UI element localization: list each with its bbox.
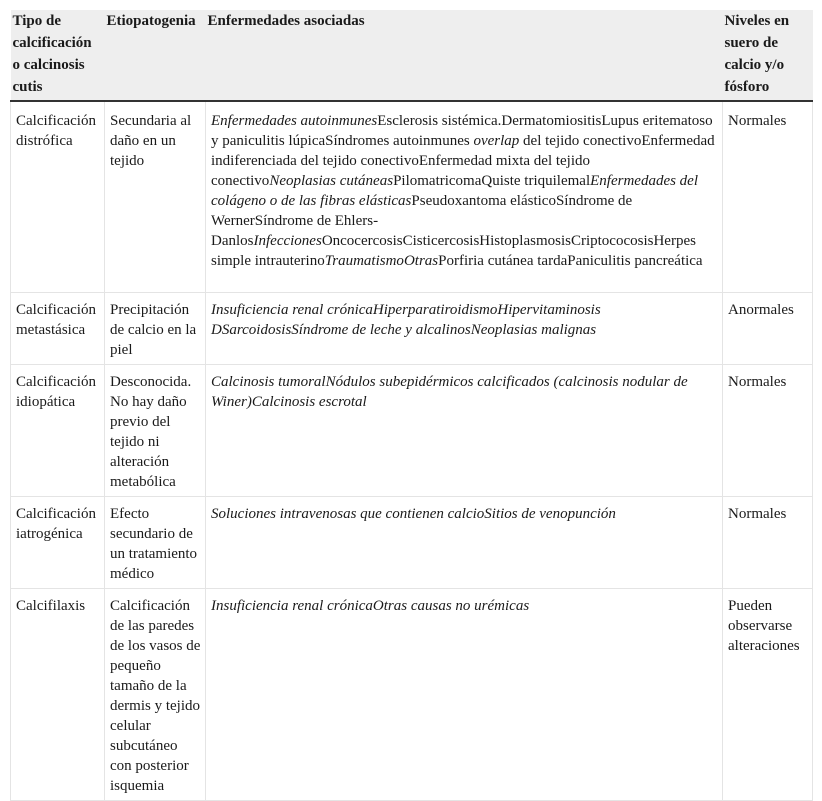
header-niveles: Niveles en suero de calcio y/o fósforo: [723, 10, 813, 101]
header-tipo: Tipo de calcificación o calcinosis cutis: [11, 10, 105, 101]
disease-item: Pseudoxantoma elástico: [411, 193, 556, 209]
disease-item: Cisticercosis: [402, 233, 480, 249]
disease-item: Enfermedades autoinmunes: [211, 113, 378, 129]
disease-item: Esclerosis sistémica.: [377, 113, 502, 129]
disease-item: Insuficiencia renal crónica: [211, 302, 373, 318]
disease-item: Otras causas no urémicas: [372, 598, 530, 614]
disease-item: Enfermedad indiferenciada del tejido conectivo: [211, 133, 715, 169]
disease-item: Síndromes autoinmunes: [325, 133, 474, 149]
disease-item: Quiste triquilemal: [481, 173, 591, 189]
cell-etiopatogenia: Desconocida. No hay daño previo del tejido ni alteración metabólica: [105, 365, 206, 497]
cell-enfermedades: [206, 497, 723, 589]
cell-enfermedades: [206, 293, 723, 365]
disease-item: Sarcoidosis: [221, 322, 292, 338]
disease-item: Calcinosis escrotal: [251, 394, 367, 410]
disease-item: Pilomatricoma: [393, 173, 482, 189]
disease-item: del tejido conectivo: [519, 133, 642, 149]
table-row: [11, 589, 813, 801]
disease-item: Hiperparatiroidismo: [372, 302, 498, 318]
disease-item: Enfermedades del colágeno o de las fibras elásticas: [211, 173, 699, 209]
header-row: [11, 10, 813, 101]
disease-item: Oncocercosis: [321, 233, 403, 249]
disease-item: Enfermedad mixta del tejido conectivo: [211, 153, 591, 189]
cell-niveles: Normales: [723, 365, 813, 497]
disease-item: Calcinosis tumoral: [211, 374, 326, 390]
disease-item: Paniculitis pancreática: [567, 253, 703, 269]
header-etiopatogenia: Etiopatogenia: [105, 10, 206, 101]
cell-niveles: Pueden observarse alteraciones: [723, 589, 813, 801]
disease-item: Síndrome de leche y alcalinos: [291, 322, 471, 338]
cell-tipo: Calcificación distrófica: [11, 101, 105, 293]
disease-item: Histoplasmosis: [479, 233, 571, 249]
disease-item: Dermatomiositis: [501, 113, 602, 129]
disease-item: Otras: [403, 253, 439, 269]
cell-niveles: Normales: [723, 101, 813, 293]
cell-tipo: Calcificación idiopática: [11, 365, 105, 497]
cell-etiopatogenia: Efecto secundario de un tratamiento médico: [105, 497, 206, 589]
cell-tipo: Calcificación iatrogénica: [11, 497, 105, 589]
table-row: [11, 293, 813, 365]
calcinosis-table: [10, 10, 813, 801]
cell-niveles: Anormales: [723, 293, 813, 365]
cell-tipo: Calcifilaxis: [11, 589, 105, 801]
disease-item: Porfiria cutánea tarda: [438, 253, 568, 269]
cell-etiopatogenia: Precipitación de calcio en la piel: [105, 293, 206, 365]
disease-item: overlap: [473, 133, 520, 149]
disease-item: Hipervitaminosis D: [211, 302, 601, 338]
cell-enfermedades: [206, 589, 723, 801]
cell-enfermedades: [206, 365, 723, 497]
table-row: [11, 365, 813, 497]
disease-item: Herpes simple intrauterino: [211, 233, 696, 269]
table-row: [11, 101, 813, 293]
disease-item: Síndrome de Werner: [211, 193, 633, 229]
cell-enfermedades: [206, 101, 723, 293]
cell-etiopatogenia: Calcificación de las paredes de los vasos de pequeño tamaño de la dermis y tejido celular subcutáneo con posterior isquemia: [105, 589, 206, 801]
disease-item: Insuficiencia renal crónica: [211, 598, 373, 614]
disease-item: Nódulos subepidérmicos calcificados (calcinosis nodular de Winer): [211, 374, 688, 410]
disease-item: Neoplasias cutáneas: [269, 173, 394, 189]
disease-item: Soluciones intravenosas que contienen calcio: [211, 506, 485, 522]
disease-item: Lupus eritematoso y paniculitis lúpica: [211, 113, 713, 149]
disease-item: Neoplasias malignas: [470, 322, 597, 338]
disease-item: Criptococosis: [570, 233, 654, 249]
cell-etiopatogenia: Secundaria al daño en un tejido: [105, 101, 206, 293]
header-enfermedades: Enfermedades asociadas: [206, 10, 723, 101]
cell-tipo: Calcificación metastásica: [11, 293, 105, 365]
disease-item: Sitios de venopunción: [484, 506, 616, 522]
table-row: [11, 497, 813, 589]
disease-item: Infecciones: [253, 233, 322, 249]
disease-item: Traumatismo: [324, 253, 404, 269]
disease-item: Síndrome de Ehlers-Danlos: [211, 213, 379, 249]
cell-niveles: Normales: [723, 497, 813, 589]
